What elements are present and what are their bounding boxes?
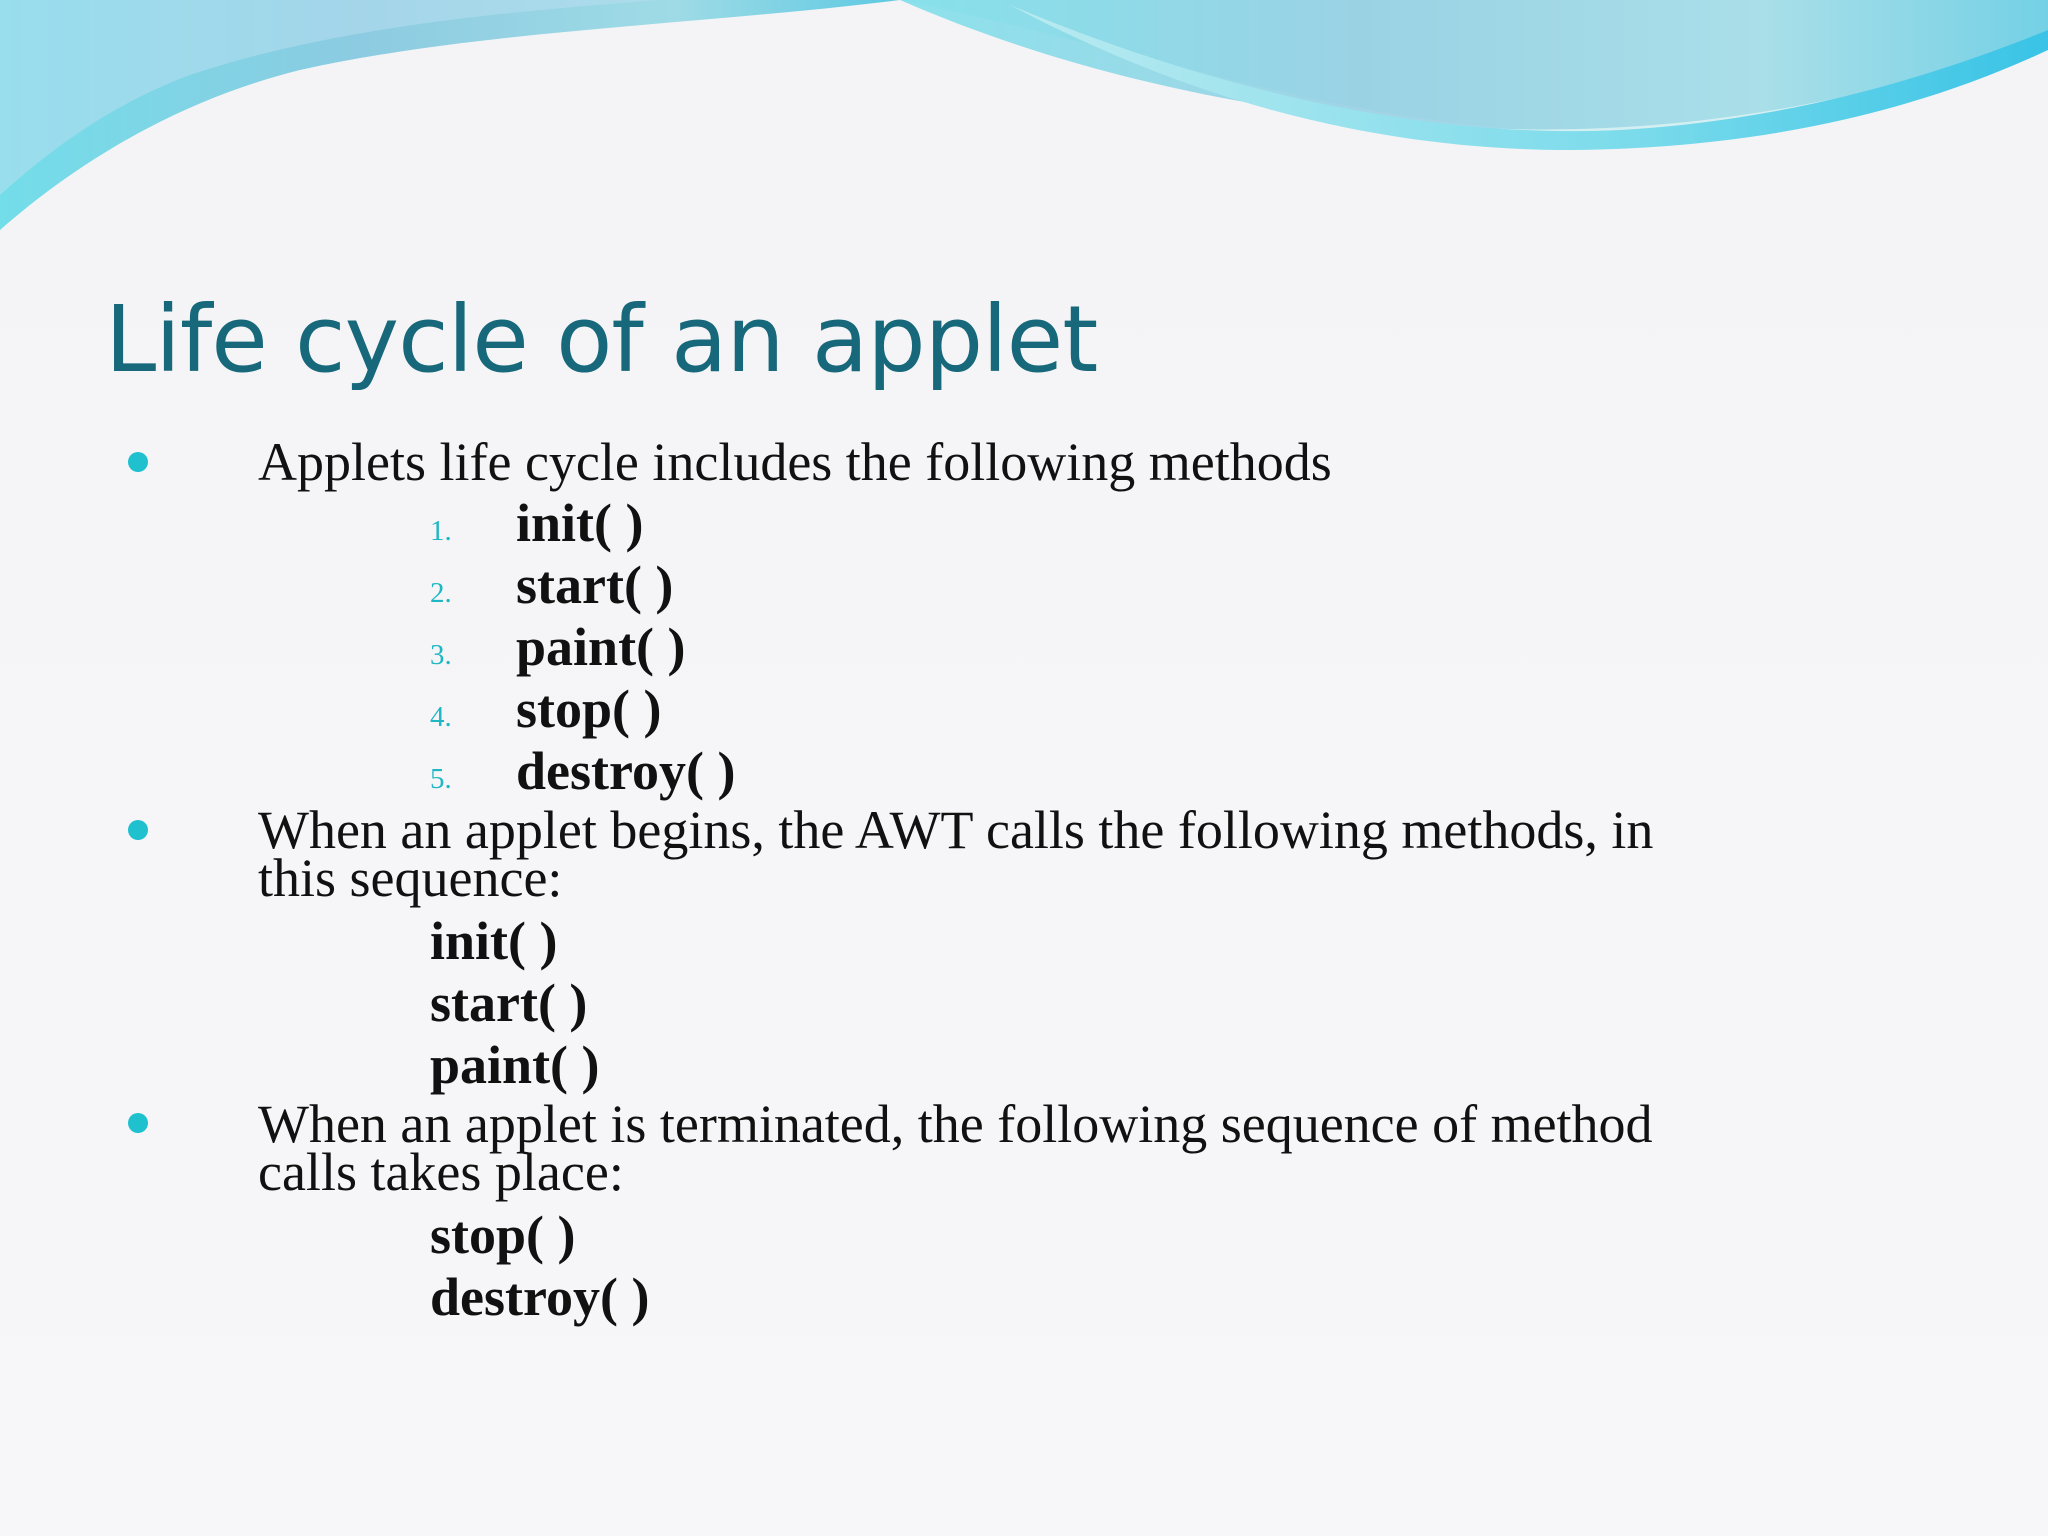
list-item-paint: paint( ) <box>516 617 686 677</box>
termination-method-destroy: destroy( ) <box>430 1267 650 1327</box>
bullet-2-text-line2: this sequence: <box>258 848 563 908</box>
list-item-start: start( ) <box>516 555 674 615</box>
sequence-method-paint: paint( ) <box>430 1035 600 1095</box>
sequence-method-start: start( ) <box>430 973 588 1033</box>
slide-title: Life cycle of an applet <box>105 286 1098 393</box>
list-number-1: 1. <box>430 515 452 547</box>
list-item-stop: stop( ) <box>516 679 662 739</box>
bullet-2-text-line1: When an applet begins, the AWT calls the following methods, in <box>258 800 1654 860</box>
list-number-4: 4. <box>430 701 452 733</box>
list-number-5: 5. <box>430 763 452 795</box>
list-number-2: 2. <box>430 577 452 609</box>
list-number-3: 3. <box>430 639 452 671</box>
bullet-2-marker <box>128 820 148 840</box>
bullet-3-text-line1: When an applet is terminated, the following sequence of method <box>258 1094 1653 1154</box>
bullet-1-text: Applets life cycle includes the following methods <box>258 432 1332 492</box>
header-wave-decoration <box>0 0 2048 240</box>
sequence-method-init: init( ) <box>430 911 558 971</box>
bullet-3-marker <box>128 1113 148 1133</box>
bullet-3-text-line2: calls takes place: <box>258 1142 624 1202</box>
list-item-destroy: destroy( ) <box>516 741 736 801</box>
list-item-init: init( ) <box>516 493 644 553</box>
termination-method-stop: stop( ) <box>430 1205 576 1265</box>
bullet-1-marker <box>128 452 148 472</box>
